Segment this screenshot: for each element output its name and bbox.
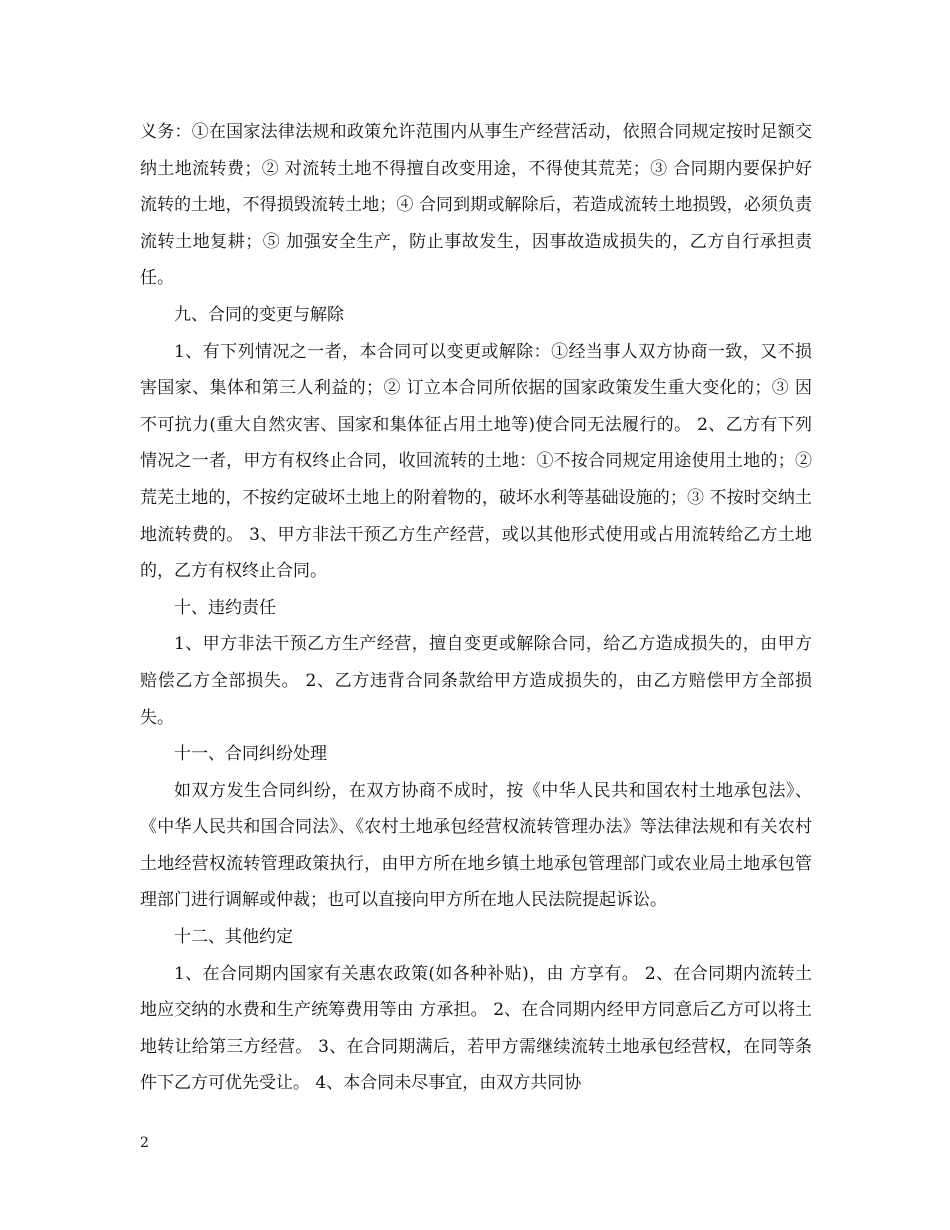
paragraph-obligations: 义务：①在国家法律法规和政策允许范围内从事生产经营活动，依照合同规定按时足额交纳土地流转费；② 对流转土地不得擅自改变用途，不得使其荒芜；③ 合同期内要保护好流转的土地，不得损毁流转土地；④ 合同到期或解除后，若造成流转土地损毁，必须负责 流转土地复耕；⑤ 加强安全生产，防止事故发生，因事故造成损失的，乙方自行承担责任。 [140,122,812,289]
paragraph-liability: 1、甲方非法干预乙方生产经营，擅自变更或解除合同，给乙方造成损失的，由甲方赔偿乙方全部损失。 2、乙方违背合同条款给甲方造成损失的，由乙方赔偿甲方全部损失。 [140,634,812,728]
paragraph-change-termination: 1、有下列情况之一者，本合同可以变更或解除：①经当事人双方协商一致，又不损害国家、集体和第三人利益的；② 订立本合同所依据的国家政策发生重大变化的；③ 因不可抗力(重大自然灾害、国家和集体征占用土地等)使合同无法履行的。 2、乙方有下列情况之一者，甲方有权终止合同，收回流转的土地：①不按合同规定用途使用土地的；② 荒芜土地的，不按约定破坏土地上的附着物的，破坏水利等基础设施的；③ 不按时交纳土地流转费的。 3、甲方非法干预乙方生产经营，或以其他形式使用或占用流转给乙方土地的，乙方有权终止合同。 [140,341,812,582]
section-heading-11: 十一、合同纠纷处理 [174,744,327,765]
section-heading-12: 十二、其他约定 [174,927,293,948]
page-number: 2 [140,1135,149,1151]
document-body [140,114,812,1102]
section-heading-10: 十、违约责任 [174,597,276,618]
section-heading-9: 九、合同的变更与解除 [174,304,344,325]
paragraph-dispute: 如双方发生合同纠纷，在双方协商不成时，按《中华人民共和国农村土地承包法》、《中华人民共和国合同法》、《农村土地承包经营权流转管理办法》等法律法规和有关农村土地经营权流转管理政策执行，由甲方所在地乡镇土地承包管理部门或农业局土地承包管理部门进行调解或仲裁；也可以直接向甲方所在地人民法院提起诉讼。 [140,780,812,911]
paragraph-other-terms: 1、在合同期内国家有关惠农政策(如各种补贴)，由 方享有。 2、在合同期内流转土地应交纳的水费和生产统筹费用等由 方承担。 2、在合同期内经甲方同意后乙方可以将土地转让给第三方经营。 3、在合同期满后，若甲方需继续流转土地承包经营权，在同等条件下乙方可优先受让。 4、本合同未尽事宜，由双方共同协 [140,963,812,1094]
